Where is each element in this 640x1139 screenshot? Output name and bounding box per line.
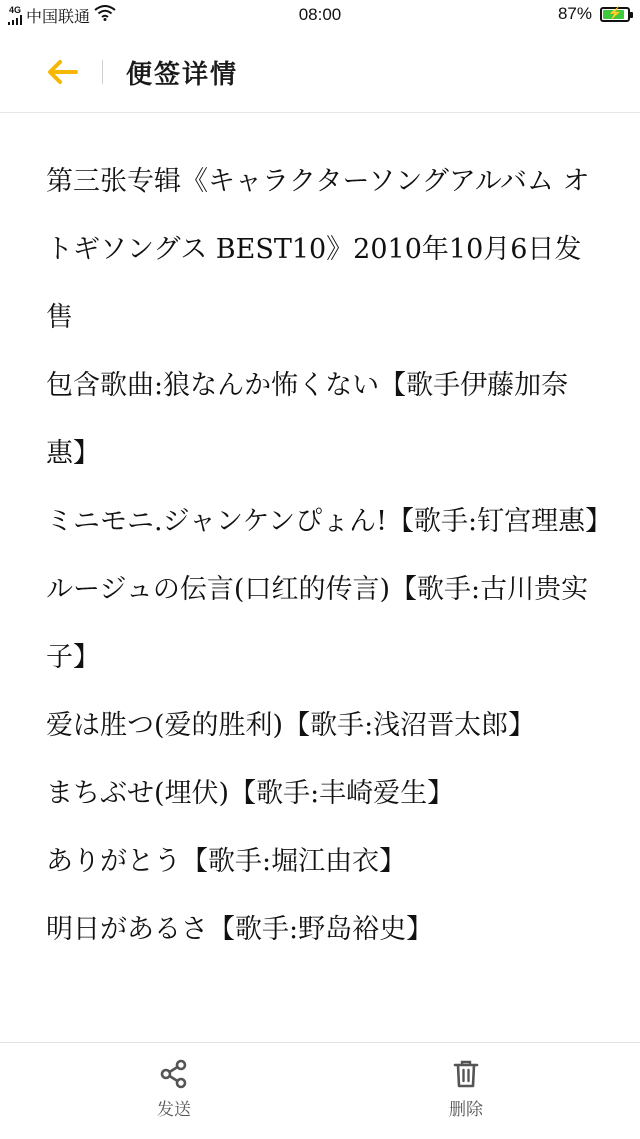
delete-label: 删除 [449,1100,483,1120]
back-button[interactable] [40,52,84,92]
note-line: ありがとう【歌手:堀江由衣】 [46,846,407,877]
header [0,32,640,113]
send-button[interactable] [114,1059,234,1120]
battery-percent: 87% [557,4,592,23]
status-right [558,4,630,24]
battery-icon [600,7,630,22]
share-icon [159,1059,189,1089]
note-content[interactable] [46,148,613,964]
charging-icon: ⚡ [607,5,623,20]
back-arrow-icon [46,59,78,85]
note-line: 第三张专辑《キャラクターソングアルバム オトギソングス BEST10》2010年10月6日发售 [46,166,590,333]
bottom-toolbar [0,1042,640,1139]
page-title: 便签详情 [126,60,239,90]
note-line: ミニモニ.ジャンケンぴょん!【歌手:钉宫理惠】 [46,506,613,537]
status-bar [0,0,640,32]
note-line: 爱は胜つ(爱的胜利)【歌手:浅沼晋太郎】 [46,710,536,741]
note-line: 明日があるさ【歌手:野岛裕史】 [46,914,434,945]
carrier-name: 中国联通 [26,7,91,26]
note-line: 包含歌曲:狼なんか怖くない【歌手伊藤加奈惠】 [46,370,569,469]
note-line: まちぶせ(埋伏)【歌手:丰崎爱生】 [46,778,455,809]
trash-icon [451,1059,481,1089]
note-line: ルージュの伝言(口红的传言)【歌手:古川贵实子】 [46,574,589,673]
header-divider [102,60,103,84]
send-label: 发送 [157,1100,191,1120]
network-type: 4G [8,5,21,15]
clock: 08:00 [298,5,342,24]
delete-button[interactable] [406,1059,526,1120]
